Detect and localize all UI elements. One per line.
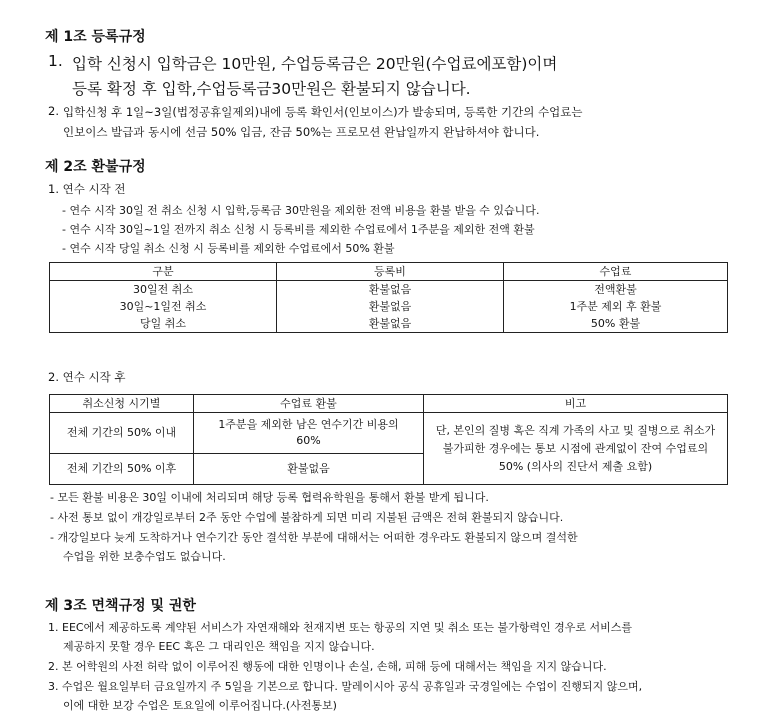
article3-item1-line1: 1. EEC에서 제공하도록 계약된 서비스가 자연재해와 천재지변 또는 항공의 지연 및 취소 또는 불가항력인 경우로 서비스를 (48, 621, 632, 634)
table-cell: 환불없음 (194, 454, 424, 485)
after-bullet-1: - 모든 환불 비용은 30일 이내에 처리되며 해당 등록 협력유학원을 통해서 환불 받게 됩니다. (50, 491, 489, 504)
table-cell: 당일 취소 (50, 315, 277, 333)
table-header-row (50, 263, 728, 281)
table-row (50, 298, 728, 315)
article3-title: 제 3조 면책규정 및 권한 (45, 598, 196, 614)
before-bullet-2: - 연수 시작 30일~1일 전까지 취소 신청 시 등록비를 제외한 수업료에서 1주분을 제외한 전액 환불 (62, 223, 535, 236)
article1-item1-num: 1. (48, 52, 63, 70)
table-cell: 전액환불 (504, 281, 728, 299)
table-cell: 1주분 제외 후 환불 (504, 298, 728, 315)
table-cell: 1주분을 제외한 남은 연수기간 비용의 60% (194, 413, 424, 454)
article1-item2-line1: 입학신청 후 1일~3일(법정공휴일제외)내에 등록 확인서(인보이스)가 발송되며, 등록한 기간의 수업료는 (63, 105, 583, 119)
table-header-row (50, 395, 728, 413)
after-bullet-2: - 사전 통보 없이 개강일로부터 2주 동안 수업에 불참하게 되면 미리 지불된 금액은 전혀 환불되지 않습니다. (50, 511, 564, 524)
table-header-cell: 취소신청 시기별 (50, 395, 194, 413)
table-cell: 전체 기간의 50% 이내 (50, 413, 194, 454)
article1-item1-line1: 입학 신청시 입학금은 10만원, 수업등록금은 20만원(수업료에포함)이며 (72, 55, 558, 73)
article1-title: 제 1조 등록규정 (45, 29, 146, 45)
after-bullet-3-cont: 수업을 위한 보충수업도 없습니다. (63, 550, 226, 563)
section-after-start-title: 2. 연수 시작 후 (48, 370, 126, 384)
refund-before-table (49, 262, 728, 333)
article1-item2-num: 2. (48, 104, 59, 118)
article3-item3-line1: 3. 수업은 월요일부터 금요일까지 주 5일을 기본으로 합니다. 말레이시아 공식 공휴일과 국경일에는 수업이 진행되지 않으며, (48, 680, 643, 693)
table-header-cell: 수업료 환불 (194, 395, 424, 413)
note-cell: 단, 본인의 질병 혹은 직계 가족의 사고 및 질병으로 취소가 불가피한 경우에는 통보 시점에 관계없이 잔여 수업료의 50% (의사의 진단서 제출 요함) (424, 413, 728, 485)
before-bullet-1: - 연수 시작 30일 전 취소 신청 시 입학,등록금 30만원을 제외한 전액 비용을 환불 받을 수 있습니다. (62, 204, 540, 217)
before-bullet-3: - 연수 시작 당일 취소 신청 시 등록비를 제외한 수업료에서 50% 환불 (62, 242, 395, 255)
table-header-cell: 비고 (424, 395, 728, 413)
table-row (50, 281, 728, 299)
table-header-cell: 등록비 (277, 263, 504, 281)
article3-item2-line1: 2. 본 어학원의 사전 허락 없이 이루어진 행동에 대한 인명이나 손실, 손해, 피해 등에 대해서는 책임을 지지 않습니다. (48, 660, 607, 673)
table-row (50, 315, 728, 333)
section-before-start-title: 1. 연수 시작 전 (48, 182, 126, 196)
article3-item1-line2: 제공하지 못할 경우 EEC 혹은 그 대리인은 책임을 지지 않습니다. (63, 640, 375, 653)
table-row (50, 413, 728, 454)
table-cell: 환불없음 (277, 298, 504, 315)
article2-title: 제 2조 환불규정 (45, 159, 146, 175)
refund-after-table (49, 394, 728, 485)
article3-item3-line2: 이에 대한 보강 수업은 토요일에 이루어집니다.(사전통보) (63, 699, 337, 712)
table-cell: 30일전 취소 (50, 281, 277, 299)
table-cell: 50% 환불 (504, 315, 728, 333)
article1-item1-line2: 등록 확정 후 입학,수업등록금30만원은 환불되지 않습니다. (72, 80, 471, 98)
table-cell: 환불없음 (277, 281, 504, 299)
article1-item2-line2: 인보이스 발급과 동시에 선금 50% 입금, 잔금 50%는 프로모션 완납일까지 완납하셔야 합니다. (63, 125, 540, 139)
table-cell: 전체 기간의 50% 이후 (50, 454, 194, 485)
table-header-cell: 구분 (50, 263, 277, 281)
table-header-cell: 수업료 (504, 263, 728, 281)
table-cell: 30일~1일전 취소 (50, 298, 277, 315)
table-cell: 환불없음 (277, 315, 504, 333)
after-bullet-3: - 개강일보다 늦게 도착하거나 연수기간 동안 결석한 부분에 대해서는 어떠한 경우라도 환불되지 않으며 결석한 (50, 531, 578, 544)
